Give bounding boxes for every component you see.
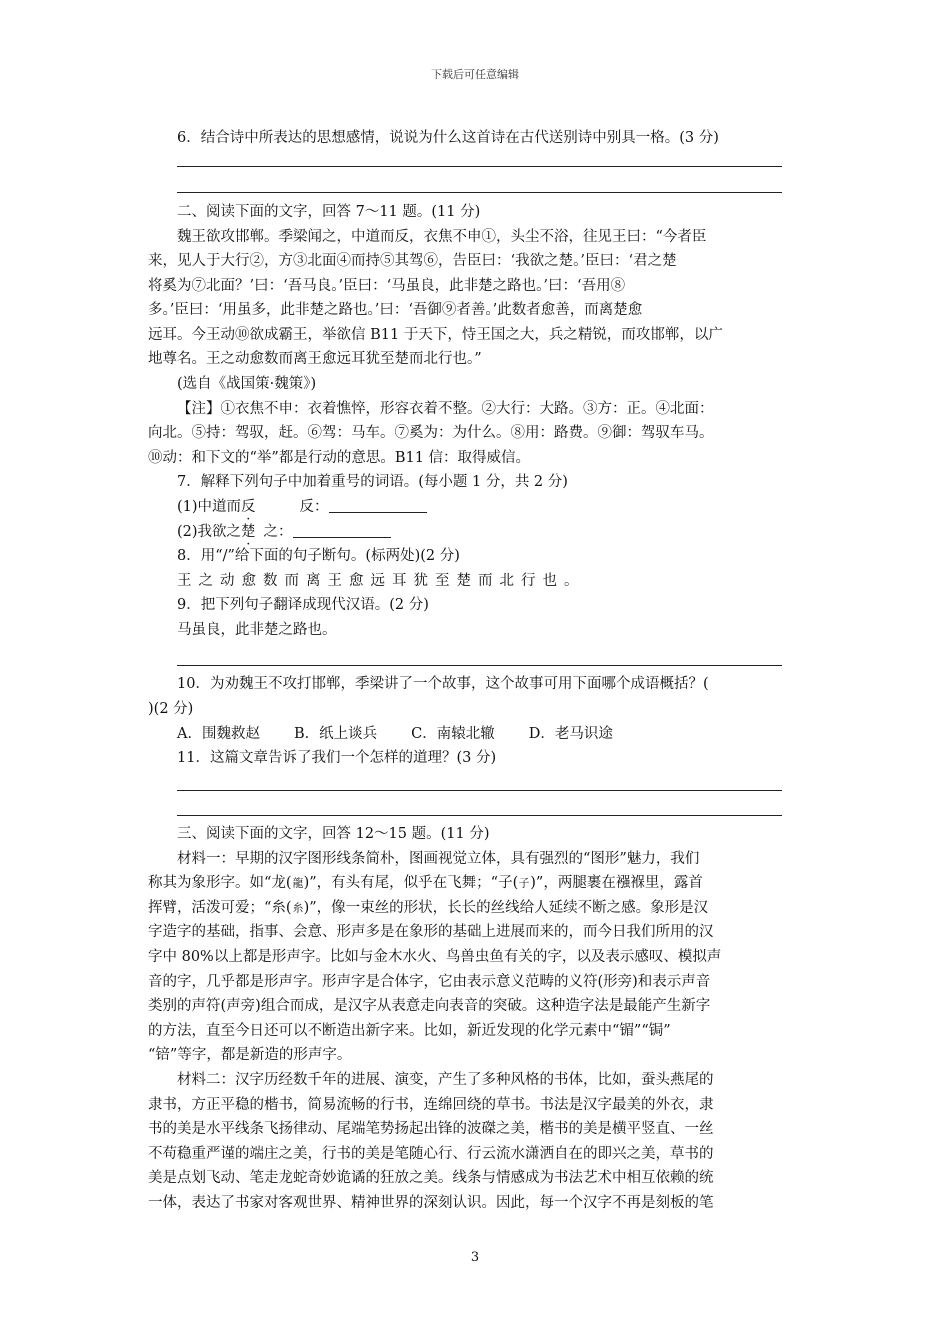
passage-line: 来，见人于大行②，方③北面④而持⑤其驾⑥，告臣曰：‘我欲之楚。’臣曰：‘君之楚 — [148, 253, 677, 269]
question-10-cont — [148, 697, 782, 771]
material-1-line: “锫”等字，都是新造的形声字。 — [148, 1047, 352, 1064]
question-10-options — [148, 722, 782, 747]
material-1-line: 字中 80%以上都是形声字。比如与金木水火、鸟兽虫鱼有关的字，以及表示感叹、模拟声 — [148, 948, 722, 965]
q7-1-label: 反： — [299, 498, 329, 515]
material-1-line: 类别的声符(声旁)组合而成，是汉字从表意走向表音的突破。这种造字法是最能产生新字 — [148, 998, 711, 1015]
material-1-text: )”，有头有尾，似乎在飞舞；“子( — [303, 875, 519, 892]
answer-blank — [329, 498, 427, 513]
section-2 — [177, 200, 782, 249]
material-2-line: 书的美是水平线条飞扬律动、尾端笔势扬起出锋的波磔之美，楷书的美是横平竖直、一丝 — [148, 1121, 714, 1138]
material-1-text: 称其为象形字。如“龙( — [148, 875, 292, 892]
q7-2-lead: (2)我欲之 — [177, 523, 242, 540]
passage-body — [148, 249, 782, 643]
material-2-line: 一体，表达了书家对客观世界、精神世界的深刻认识。因此，每一个汉字不再是刻板的笔 — [148, 1194, 714, 1211]
answer-line — [177, 815, 782, 816]
section-3 — [148, 822, 782, 1216]
question-9: 9．把下列句子翻译成现代汉语。(2 分) — [177, 597, 429, 614]
material-1-text: )”，两腿裹在襁褓里，露首 — [530, 875, 703, 892]
material-1-text: 挥臂，活泼可爱；“糸( — [148, 899, 292, 916]
passage-line: 远耳。今王动⑩欲成霸王，举欲信 B11 于天下，恃王国之大，兵之精锐，而攻邯郸，以广 — [148, 326, 723, 343]
passage-line: 将奚为⑦北面？’曰：‘吾马良。’臣曰：‘马虽良，此非楚之路也。’曰：‘吾用⑧ — [148, 277, 626, 294]
section-2-title: 二、阅读下面的文字，回答 7～11 题。(11 分) — [177, 204, 481, 220]
option-a: A．围魏救赵 — [177, 725, 260, 742]
question-6-text: 6．结合诗中所表达的思想感情，说说为什么这首诗在古代送别诗中别具一格。(3 分) — [177, 130, 719, 146]
silk-glyph: 糸 — [292, 901, 303, 915]
answer-line — [177, 665, 782, 666]
passage-line-text: 魏王欲攻邯郸。季梁闻之，中道而反，衣焦不申①，头尘不浴，往见王曰：“今者臣 — [177, 228, 707, 245]
material-1-line — [148, 871, 782, 896]
note-line: ⑩动：和下文的“举”都是行动的意思。B11 信：取得威信。 — [148, 449, 531, 466]
option-c: C．南辕北辙 — [411, 725, 495, 742]
question-8: 8．用“/”给下面的句子断句。(标两处)(2 分) — [177, 548, 460, 565]
section-3-title: 三、阅读下面的文字，回答 12～15 题。(11 分) — [177, 826, 490, 842]
question-11: 11．这篇文章告诉了我们一个怎样的道理？(3 分) — [177, 750, 497, 767]
note-line: 【注】①衣焦不申：衣着憔悴，形容衣着不整。②大行：大路。③方：正。④北面： — [177, 400, 714, 417]
question-7-1 — [148, 495, 782, 520]
passage-line: 地尊名。王之动愈数而离王愈远耳犹至楚而北行也。” — [148, 351, 482, 368]
question-6 — [177, 126, 782, 151]
material-2-line: 材料二：汉字历经数千年的进展、演变，产生了多种风格的书体，比如，蚕头燕尾的 — [177, 1071, 714, 1088]
page-number: 3 — [470, 1250, 480, 1265]
dragon-glyph: 龍 — [292, 876, 303, 890]
question-7: 7．解释下列句子中加着重号的词语。(每小题 1 分，共 2 分) — [177, 474, 568, 491]
material-1-line: 的方法，直至今日还可以不断造出新字来。比如，新近发现的化学元素中“镅”“锔” — [148, 1022, 671, 1039]
material-1-line: 音的字，几乎都是形声字。形声字是合体字，它由表示意义范畴的义符(形旁)和表示声音 — [148, 973, 711, 990]
question-7-2 — [148, 520, 782, 545]
material-1-line — [148, 896, 782, 921]
emphasized-word: 楚 — [241, 523, 256, 540]
page-header: 下载后可任意编辑 — [431, 68, 519, 81]
q7-1-lead: (1)中道而 — [177, 498, 242, 515]
passage-line — [177, 225, 782, 250]
material-1-text: )”，像一束丝的形状，长长的丝线给人延续不断之感。象形是汉 — [303, 899, 709, 916]
question-8-sentence: 王之动愈数而离王愈远耳犹至楚而北行也。 — [177, 572, 586, 589]
option-d: D．老马识途 — [528, 725, 613, 742]
question-9-sentence: 马虽良，此非楚之路也。 — [177, 621, 337, 638]
answer-line — [177, 166, 782, 167]
question-10 — [177, 672, 782, 697]
question-10-text: 10．为劝魏王不攻打邯郸，季梁讲了一个故事，这个故事可用下面哪个成语概括？( — [177, 676, 709, 692]
question-10-tail: )(2 分) — [148, 701, 194, 717]
answer-line — [177, 790, 782, 791]
material-1-line: 材料一：早期的汉字图形线条简朴，图画视觉立体，具有强烈的“图形”魅力，我们 — [177, 850, 700, 867]
material-1-line: 字造字的基础，指事、会意、形声多是在象形的基础上进展而来的，而今日我们所用的汉 — [148, 924, 714, 941]
note-line: 向北。⑤持：驾驭，赶。⑥驾：马车。⑦奚为：为什么。⑧用：路费。⑨御：驾驭车马。 — [148, 425, 714, 442]
emphasized-word: 反 — [241, 498, 256, 515]
material-2-line: 美是点划飞动、笔走龙蛇奇妙诡谲的狂放之美。线条与情感成为书法艺术中相互依赖的统 — [148, 1170, 714, 1187]
q7-2-label: 之： — [263, 523, 293, 540]
option-b: B．纸上谈兵 — [293, 725, 378, 742]
material-2-line: 隶书，方正平稳的楷书，简易流畅的行书，连绵回绕的草书。书法是汉字最美的外衣，隶 — [148, 1096, 714, 1113]
answer-line — [177, 192, 782, 193]
child-glyph: 子 — [518, 876, 530, 890]
material-2-line: 不苟稳重严谨的端庄之美，行书的美是笔随心行、行云流水潇洒自在的即兴之美，草书的 — [148, 1145, 714, 1162]
answer-blank — [293, 523, 391, 538]
passage-line: 多。’臣曰：‘用虽多，此非楚之路也。’曰：‘吾御⑨者善。’此数者愈善，而离楚愈 — [148, 302, 643, 319]
passage-source: (选自《战国策·魏策》) — [177, 375, 317, 392]
